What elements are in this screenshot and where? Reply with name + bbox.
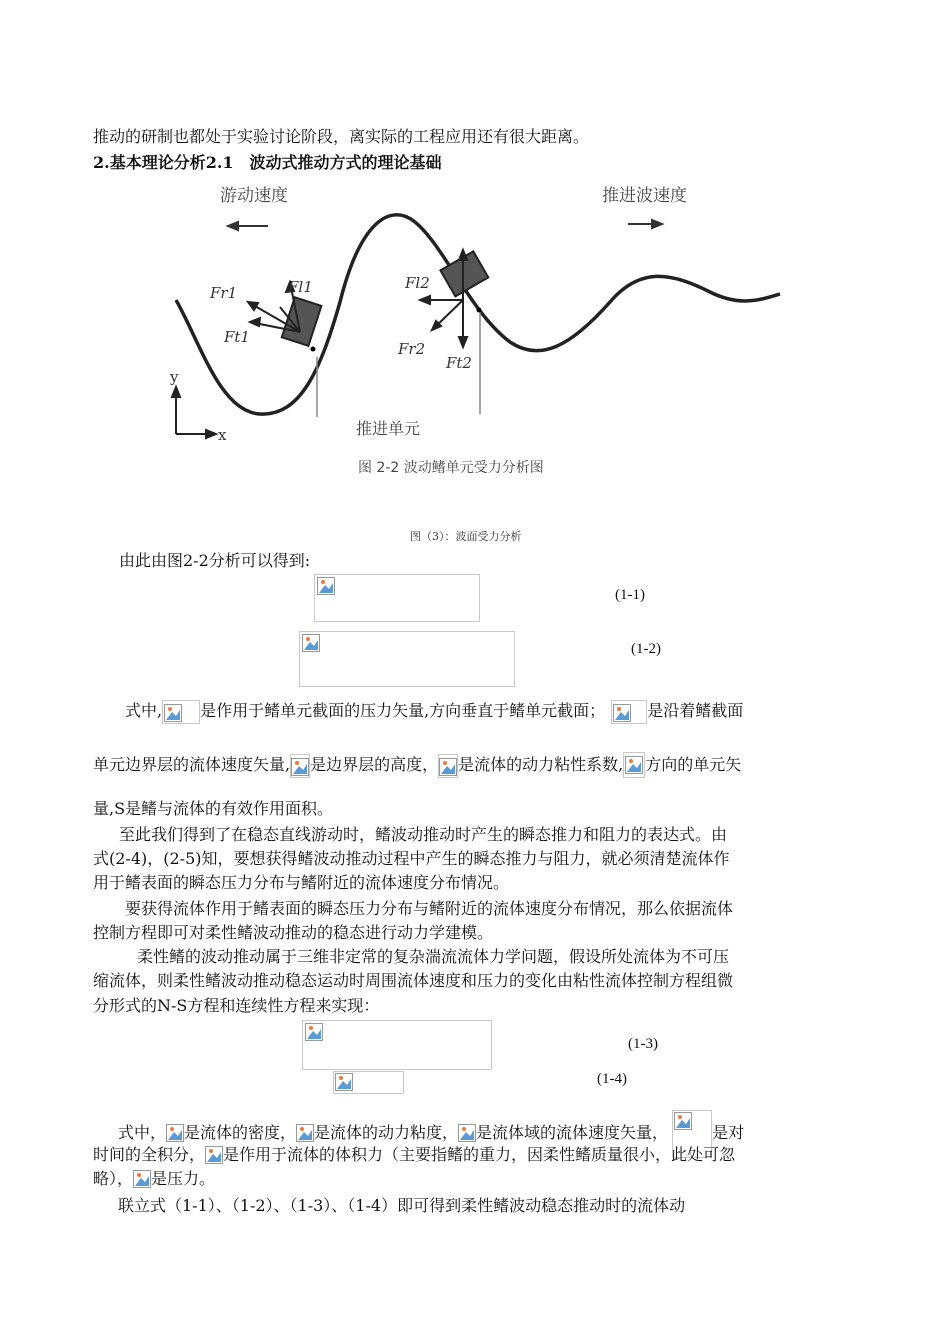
wave-curve — [176, 215, 780, 414]
broken-image-icon — [291, 758, 309, 776]
axis-y-label: y — [170, 368, 179, 386]
inline-symbol-image — [162, 700, 200, 724]
unit-1-center — [311, 347, 316, 352]
eq-number-1-4: (1-4) — [597, 1071, 627, 1087]
para1-line3: 量,S是鳍与流体的有效作用面积。 — [93, 799, 334, 818]
unit-block-1 — [282, 297, 322, 346]
broken-image-icon — [335, 1073, 353, 1091]
label-fr1: Fr1 — [210, 284, 238, 302]
axis-x-label: x — [218, 426, 227, 444]
broken-image-icon — [613, 704, 631, 722]
section-heading: 2.基本理论分析2.1 波动式推动方式的理论基础 — [93, 153, 442, 172]
inline-symbol-image — [290, 754, 310, 778]
broken-image-icon — [205, 1146, 223, 1164]
label-fl2: Fl2 — [405, 274, 430, 292]
label-ft2: Ft2 — [446, 354, 472, 372]
broken-image-icon — [164, 704, 182, 722]
eq-number-1-1: (1-1) — [615, 587, 645, 603]
eq-number-1-2: (1-2) — [631, 641, 661, 657]
unit-2-center — [477, 308, 482, 313]
para1-line2: 单元边界层的流体速度矢量, 是边界层的高度， 是流体的动力粘性系数, 方向的单元矢 — [93, 752, 741, 778]
equation-1-2-image — [299, 631, 515, 687]
para5-line3: 略）， 是压力。 — [93, 1169, 216, 1188]
broken-image-icon — [133, 1170, 151, 1188]
label-swim-speed: 游动速度 — [220, 186, 288, 206]
intro-line: 由此由图2-2分析可以得到: — [119, 551, 311, 570]
para4-line1: 柔性鳍的波动推动属于三维非定常的复杂湍流流体力学问题，假设所处流体为不可压 — [137, 947, 730, 966]
label-ft1: Ft1 — [224, 328, 250, 346]
para5-line2: 时间的全积分， 是作用于流体的体积力（主要指鳍的重力，因柔性鳍质量很小，此处可忽 — [93, 1145, 736, 1164]
equation-1-3-image — [302, 1020, 492, 1070]
para2-line3: 用于鳍表面的瞬态压力分布与鳍附近的流体速度分布情况。 — [93, 873, 510, 892]
broken-image-icon — [296, 1124, 314, 1142]
speed-arrows — [228, 220, 662, 230]
label-fl1: Fl1 — [288, 278, 313, 296]
label-unit: 推进单元 — [356, 419, 421, 438]
wave-fin-figure — [150, 182, 790, 502]
label-wave-speed: 推进波速度 — [602, 186, 687, 206]
para6-line1: 联立式（1-1）、（1-2）、（1-3）、（1-4）即可得到柔性鳍波动稳态推动时的流体动 — [118, 1196, 686, 1215]
para2-line1: 至此我们得到了在稳态直线游动时，鳍波动推动时产生的瞬态推力和阻力的表达式。由 — [119, 825, 728, 844]
wave-fin-diagram — [150, 182, 790, 502]
inline-symbol-image — [438, 754, 458, 778]
para3-line1: 要获得流体作用于鳍表面的瞬态压力分布与鳍附近的流体速度分布情况，那么依据流体 — [125, 899, 734, 918]
para4-line2: 缩流体，则柔性鳍波动推动稳态运动时周围流体速度和压力的变化由粘性流体控制方程组微 — [93, 971, 734, 990]
broken-image-icon — [674, 1112, 692, 1130]
broken-image-icon — [305, 1023, 323, 1041]
broken-image-icon — [302, 634, 320, 652]
broken-image-icon — [439, 758, 457, 776]
equation-1-1-image — [314, 574, 480, 622]
inline-symbol-image — [623, 752, 645, 778]
para2-line2: 式(2-4)，(2-5)知，要想获得鳍波动推动过程中产生的瞬态推力与阻力，就必须清楚流体作 — [93, 849, 730, 868]
para1-line1: 式中, 是作用于鳍单元截面的压力矢量,方向垂直于鳍单元截面； 是沿着鳍截面 — [125, 700, 743, 724]
eq-number-1-3: (1-3) — [628, 1036, 658, 1052]
para5-line1: 式中， 是流体的密度， 是流体的动力粘度， 是流体域的流体速度矢量， 是对 — [118, 1110, 744, 1158]
figure-inner-caption: 图 2-2 波动鳍单元受力分析图 — [358, 460, 544, 476]
inline-symbol-image — [611, 700, 647, 724]
para4-line3: 分形式的N-S方程和连续性方程来实现： — [93, 996, 380, 1015]
broken-image-icon — [458, 1124, 476, 1142]
broken-image-icon — [166, 1124, 184, 1142]
para3-line2: 控制方程即可对柔性鳍波动推动的稳态进行动力学建模。 — [93, 923, 494, 942]
figure-caption: 图（3）：波面受力分析 — [410, 530, 522, 543]
axes — [172, 387, 216, 438]
broken-image-icon — [625, 756, 643, 774]
broken-image-icon — [317, 577, 335, 595]
paragraph-top: 推动的研制也都处于实验讨论阶段，离实际的工程应用还有很大距离。 — [93, 127, 590, 146]
equation-1-4-image — [333, 1071, 404, 1094]
label-fr2: Fr2 — [398, 340, 426, 358]
